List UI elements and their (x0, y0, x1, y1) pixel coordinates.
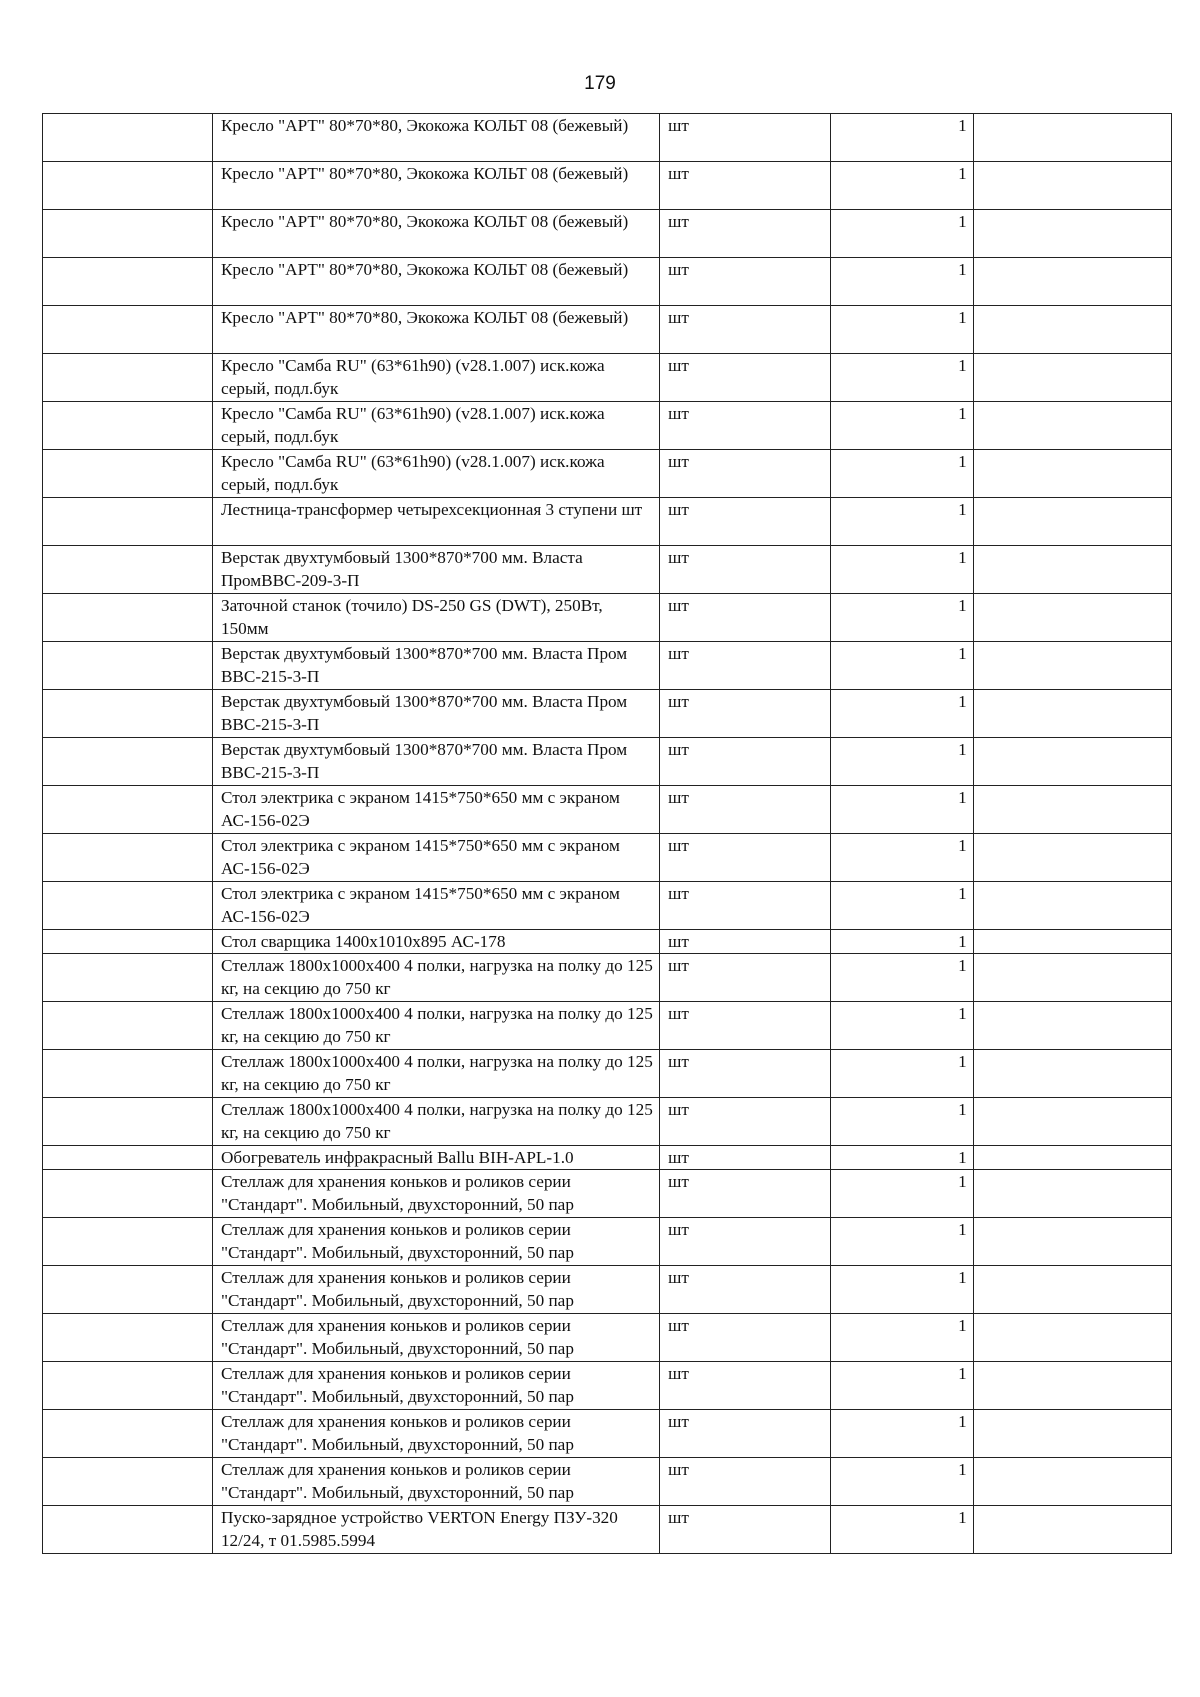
quantity-cell: 1 (831, 450, 974, 498)
item-name-cell: Кресло "АРТ" 80*70*80, Экокожа КОЛЬТ 08 (бежевый) (212, 162, 659, 210)
row-empty-cell-left (43, 162, 213, 210)
item-name-cell: Кресло "АРТ" 80*70*80, Экокожа КОЛЬТ 08 (бежевый) (212, 114, 659, 162)
unit-cell: шт (660, 306, 831, 354)
row-empty-cell-right (973, 1098, 1171, 1146)
row-empty-cell-left (43, 786, 213, 834)
item-name-cell: Кресло "АРТ" 80*70*80, Экокожа КОЛЬТ 08 (бежевый) (212, 258, 659, 306)
item-name-cell: Верстак двухтумбовый 1300*870*700 мм. Власта Пром ВВС-215-3-П (212, 738, 659, 786)
row-empty-cell-left (43, 306, 213, 354)
row-empty-cell-left (43, 1410, 213, 1458)
row-empty-cell-left (43, 690, 213, 738)
item-name-cell: Кресло "АРТ" 80*70*80, Экокожа КОЛЬТ 08 (бежевый) (212, 210, 659, 258)
unit-cell: шт (660, 402, 831, 450)
item-name-cell: Стол сварщика 1400х1010х895 АС-178 (212, 930, 659, 954)
table-row (43, 594, 1172, 642)
unit-cell: шт (660, 1458, 831, 1506)
quantity-cell: 1 (831, 162, 974, 210)
quantity-cell: 1 (831, 354, 974, 402)
quantity-cell: 1 (831, 1362, 974, 1410)
table-row (43, 1458, 1172, 1506)
unit-cell: шт (660, 114, 831, 162)
row-empty-cell-right (973, 594, 1171, 642)
unit-cell: шт (660, 1050, 831, 1098)
unit-cell: шт (660, 690, 831, 738)
row-empty-cell-left (43, 402, 213, 450)
table-row (43, 1410, 1172, 1458)
row-empty-cell-left (43, 114, 213, 162)
quantity-cell: 1 (831, 1506, 974, 1554)
item-name-cell: Кресло "Самба RU" (63*61h90) (v28.1.007) иск.кожа серый, подл.бук (212, 450, 659, 498)
row-empty-cell-right (973, 1050, 1171, 1098)
table-row (43, 1218, 1172, 1266)
unit-cell: шт (660, 1170, 831, 1218)
item-name-cell: Кресло "Самба RU" (63*61h90) (v28.1.007) иск.кожа серый, подл.бук (212, 354, 659, 402)
quantity-cell: 1 (831, 114, 974, 162)
table-row (43, 1266, 1172, 1314)
unit-cell: шт (660, 1314, 831, 1362)
item-name-cell: Верстак двухтумбовый 1300*870*700 мм. Власта ПромВВС-209-3-П (212, 546, 659, 594)
row-empty-cell-left (43, 1098, 213, 1146)
row-empty-cell-right (973, 690, 1171, 738)
row-empty-cell-right (973, 162, 1171, 210)
quantity-cell: 1 (831, 498, 974, 546)
row-empty-cell-right (973, 930, 1171, 954)
row-empty-cell-right (973, 1170, 1171, 1218)
unit-cell: шт (660, 1410, 831, 1458)
table-row (43, 642, 1172, 690)
quantity-cell: 1 (831, 1170, 974, 1218)
unit-cell: шт (660, 738, 831, 786)
item-name-cell: Стеллаж для хранения коньков и роликов серии "Стандарт". Мобильный, двухсторонний, 50 пар (212, 1362, 659, 1410)
table-row (43, 1314, 1172, 1362)
row-empty-cell-right (973, 1218, 1171, 1266)
quantity-cell: 1 (831, 1266, 974, 1314)
item-name-cell: Стол электрика с экраном 1415*750*650 мм с экраном АС-156-02Э (212, 834, 659, 882)
row-empty-cell-right (973, 1146, 1171, 1170)
item-name-cell: Стеллаж для хранения коньков и роликов серии "Стандарт". Мобильный, двухсторонний, 50 пар (212, 1314, 659, 1362)
table-row (43, 1170, 1172, 1218)
quantity-cell: 1 (831, 882, 974, 930)
table-row (43, 1050, 1172, 1098)
item-name-cell: Обогреватель инфракрасный Ballu BIH-APL-1.0 (212, 1146, 659, 1170)
item-name-cell: Стеллаж 1800х1000х400 4 полки, нагрузка на полку до 125 кг, на секцию до 750 кг (212, 1002, 659, 1050)
item-name-cell: Стеллаж для хранения коньков и роликов серии "Стандарт". Мобильный, двухсторонний, 50 пар (212, 1170, 659, 1218)
row-empty-cell-left (43, 1314, 213, 1362)
item-name-cell: Пуско-зарядное устройство VERTON Energy ПЗУ-320 12/24, т 01.5985.5994 (212, 1506, 659, 1554)
row-empty-cell-left (43, 1170, 213, 1218)
item-name-cell: Лестница-трансформер четырехсекционная 3 ступени шт (212, 498, 659, 546)
quantity-cell: 1 (831, 306, 974, 354)
table-row (43, 1506, 1172, 1554)
item-name-cell: Заточной станок (точило) DS-250 GS (DWT), 250Вт, 150мм (212, 594, 659, 642)
unit-cell: шт (660, 450, 831, 498)
row-empty-cell-right (973, 1410, 1171, 1458)
row-empty-cell-right (973, 354, 1171, 402)
unit-cell: шт (660, 1362, 831, 1410)
table-row (43, 738, 1172, 786)
table-row (43, 114, 1172, 162)
row-empty-cell-right (973, 1506, 1171, 1554)
quantity-cell: 1 (831, 642, 974, 690)
item-name-cell: Стол электрика с экраном 1415*750*650 мм с экраном АС-156-02Э (212, 786, 659, 834)
row-empty-cell-left (43, 1146, 213, 1170)
row-empty-cell-left (43, 258, 213, 306)
row-empty-cell-right (973, 1362, 1171, 1410)
item-name-cell: Стеллаж 1800х1000х400 4 полки, нагрузка на полку до 125 кг, на секцию до 750 кг (212, 1050, 659, 1098)
item-name-cell: Кресло "Самба RU" (63*61h90) (v28.1.007) иск.кожа серый, подл.бук (212, 402, 659, 450)
unit-cell: шт (660, 1506, 831, 1554)
item-name-cell: Стеллаж 1800х1000х400 4 полки, нагрузка на полку до 125 кг, на секцию до 750 кг (212, 954, 659, 1002)
table-row (43, 1002, 1172, 1050)
unit-cell: шт (660, 546, 831, 594)
row-empty-cell-right (973, 258, 1171, 306)
row-empty-cell-left (43, 1362, 213, 1410)
inventory-table (42, 113, 1172, 1554)
item-name-cell: Стеллаж для хранения коньков и роликов серии "Стандарт". Мобильный, двухсторонний, 50 пар (212, 1458, 659, 1506)
item-name-cell: Стеллаж для хранения коньков и роликов серии "Стандарт". Мобильный, двухсторонний, 50 пар (212, 1266, 659, 1314)
table-row (43, 1098, 1172, 1146)
row-empty-cell-right (973, 834, 1171, 882)
unit-cell: шт (660, 594, 831, 642)
quantity-cell: 1 (831, 1458, 974, 1506)
table-row (43, 1146, 1172, 1170)
row-empty-cell-left (43, 930, 213, 954)
table-row (43, 402, 1172, 450)
table-row (43, 930, 1172, 954)
unit-cell: шт (660, 1098, 831, 1146)
row-empty-cell-left (43, 834, 213, 882)
unit-cell: шт (660, 162, 831, 210)
quantity-cell: 1 (831, 1410, 974, 1458)
row-empty-cell-right (973, 306, 1171, 354)
item-name-cell: Верстак двухтумбовый 1300*870*700 мм. Власта Пром ВВС-215-3-П (212, 642, 659, 690)
row-empty-cell-left (43, 738, 213, 786)
item-name-cell: Кресло "АРТ" 80*70*80, Экокожа КОЛЬТ 08 (бежевый) (212, 306, 659, 354)
table-row (43, 954, 1172, 1002)
unit-cell: шт (660, 210, 831, 258)
row-empty-cell-right (973, 1266, 1171, 1314)
quantity-cell: 1 (831, 402, 974, 450)
unit-cell: шт (660, 786, 831, 834)
table-row (43, 450, 1172, 498)
unit-cell: шт (660, 930, 831, 954)
row-empty-cell-left (43, 1266, 213, 1314)
unit-cell: шт (660, 354, 831, 402)
row-empty-cell-left (43, 882, 213, 930)
row-empty-cell-right (973, 738, 1171, 786)
unit-cell: шт (660, 498, 831, 546)
row-empty-cell-right (973, 498, 1171, 546)
item-name-cell: Стеллаж для хранения коньков и роликов серии "Стандарт". Мобильный, двухсторонний, 50 пар (212, 1410, 659, 1458)
table-row (43, 498, 1172, 546)
row-empty-cell-right (973, 1002, 1171, 1050)
table-row (43, 162, 1172, 210)
item-name-cell: Стеллаж для хранения коньков и роликов серии "Стандарт". Мобильный, двухсторонний, 50 пар (212, 1218, 659, 1266)
quantity-cell: 1 (831, 690, 974, 738)
quantity-cell: 1 (831, 954, 974, 1002)
item-name-cell: Верстак двухтумбовый 1300*870*700 мм. Власта Пром ВВС-215-3-П (212, 690, 659, 738)
row-empty-cell-left (43, 210, 213, 258)
quantity-cell: 1 (831, 930, 974, 954)
table-row (43, 354, 1172, 402)
unit-cell: шт (660, 834, 831, 882)
row-empty-cell-left (43, 1458, 213, 1506)
row-empty-cell-left (43, 498, 213, 546)
row-empty-cell-right (973, 450, 1171, 498)
quantity-cell: 1 (831, 1218, 974, 1266)
row-empty-cell-right (973, 1458, 1171, 1506)
quantity-cell: 1 (831, 1050, 974, 1098)
row-empty-cell-left (43, 642, 213, 690)
row-empty-cell-right (973, 642, 1171, 690)
row-empty-cell-right (973, 546, 1171, 594)
row-empty-cell-left (43, 1002, 213, 1050)
quantity-cell: 1 (831, 258, 974, 306)
quantity-cell: 1 (831, 1146, 974, 1170)
unit-cell: шт (660, 882, 831, 930)
table-row (43, 258, 1172, 306)
row-empty-cell-right (973, 402, 1171, 450)
row-empty-cell-left (43, 594, 213, 642)
table-row (43, 1362, 1172, 1410)
row-empty-cell-left (43, 450, 213, 498)
unit-cell: шт (660, 258, 831, 306)
quantity-cell: 1 (831, 1002, 974, 1050)
quantity-cell: 1 (831, 786, 974, 834)
row-empty-cell-right (973, 210, 1171, 258)
row-empty-cell-left (43, 546, 213, 594)
row-empty-cell-right (973, 786, 1171, 834)
page-number: 179 (584, 73, 616, 94)
quantity-cell: 1 (831, 1314, 974, 1362)
row-empty-cell-left (43, 1218, 213, 1266)
inventory-table-body (43, 114, 1172, 1554)
row-empty-cell-left (43, 1506, 213, 1554)
row-empty-cell-left (43, 1050, 213, 1098)
row-empty-cell-left (43, 954, 213, 1002)
table-row (43, 306, 1172, 354)
table-row (43, 210, 1172, 258)
row-empty-cell-right (973, 1314, 1171, 1362)
unit-cell: шт (660, 1218, 831, 1266)
table-row (43, 834, 1172, 882)
row-empty-cell-right (973, 882, 1171, 930)
table-row (43, 690, 1172, 738)
item-name-cell: Стеллаж 1800х1000х400 4 полки, нагрузка на полку до 125 кг, на секцию до 750 кг (212, 1098, 659, 1146)
unit-cell: шт (660, 642, 831, 690)
unit-cell: шт (660, 1146, 831, 1170)
table-row (43, 546, 1172, 594)
unit-cell: шт (660, 1002, 831, 1050)
quantity-cell: 1 (831, 594, 974, 642)
quantity-cell: 1 (831, 834, 974, 882)
row-empty-cell-left (43, 354, 213, 402)
table-row (43, 882, 1172, 930)
quantity-cell: 1 (831, 738, 974, 786)
table-row (43, 786, 1172, 834)
unit-cell: шт (660, 1266, 831, 1314)
row-empty-cell-right (973, 954, 1171, 1002)
row-empty-cell-right (973, 114, 1171, 162)
quantity-cell: 1 (831, 546, 974, 594)
quantity-cell: 1 (831, 210, 974, 258)
item-name-cell: Стол электрика с экраном 1415*750*650 мм с экраном АС-156-02Э (212, 882, 659, 930)
quantity-cell: 1 (831, 1098, 974, 1146)
unit-cell: шт (660, 954, 831, 1002)
